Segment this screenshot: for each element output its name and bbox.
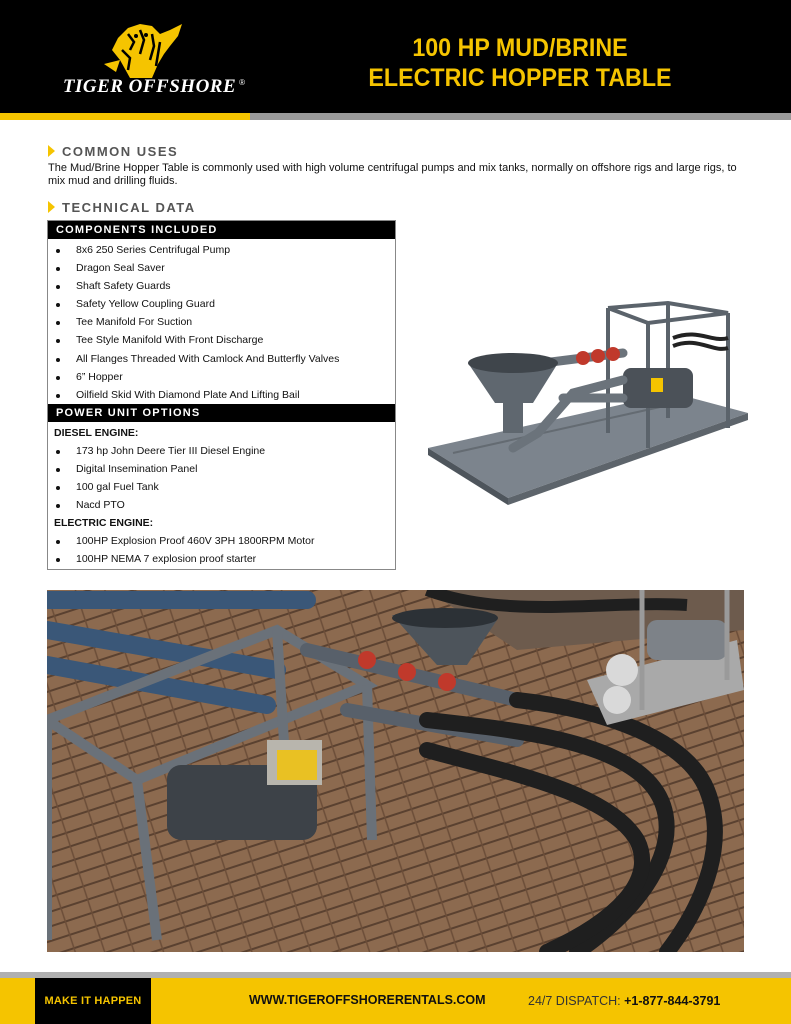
list-item: Nacd PTO xyxy=(48,496,395,514)
header-stripe-gray xyxy=(250,113,791,120)
tiger-offshore-logo[interactable] xyxy=(52,20,247,106)
tiger-logo-icon xyxy=(100,20,190,82)
list-item: All Flanges Threaded With Camlock And Butterfly Valves xyxy=(48,350,395,368)
list-item: Shaft Safety Guards xyxy=(48,277,395,295)
common-uses-heading xyxy=(48,142,178,160)
list-item: 100 gal Fuel Tank xyxy=(48,478,395,496)
list-item: Digital Insemination Panel xyxy=(48,460,395,478)
list-item: Tee Style Manifold With Front Discharge xyxy=(48,331,395,349)
site-photo-illustration xyxy=(47,590,744,952)
dispatch-phone-link[interactable]: +1-877-844-3791 xyxy=(624,994,721,1008)
site-photo xyxy=(47,590,744,952)
hopper-table-illustration xyxy=(423,298,753,508)
logo-registered-mark: ® xyxy=(239,78,245,87)
header-stripe-yellow xyxy=(0,113,250,120)
diesel-list xyxy=(48,442,395,514)
chevron-right-icon xyxy=(48,145,55,157)
list-item: 100HP Explosion Proof 460V 3PH 1800RPM Motor xyxy=(48,532,395,550)
title-line-2: ELECTRIC HOPPER TABLE xyxy=(368,64,672,92)
list-item: Safety Yellow Coupling Guard xyxy=(48,295,395,313)
list-item: 100HP NEMA 7 explosion proof starter xyxy=(48,550,395,568)
technical-data-table xyxy=(47,220,396,570)
list-item: 6” Hopper xyxy=(48,368,395,386)
footer-tagline: MAKE IT HAPPEN xyxy=(44,995,142,1007)
diesel-engine-label: DIESEL ENGINE: xyxy=(54,427,139,439)
dispatch-label: 24/7 DISPATCH: xyxy=(528,994,621,1008)
footer-website-link[interactable]: WWW.TIGEROFFSHORERENTALS.COM xyxy=(249,993,486,1007)
components-heading: COMPONENTS INCLUDED xyxy=(48,221,395,239)
electric-engine-label: ELECTRIC ENGINE: xyxy=(54,517,154,529)
logo-text: TIGER OFFSHORE xyxy=(62,76,237,97)
list-item: 8x6 250 Series Centrifugal Pump xyxy=(48,241,395,259)
common-uses-label: COMMON USES xyxy=(62,143,179,159)
page-title xyxy=(334,33,706,93)
technical-data-heading xyxy=(48,198,196,216)
technical-data-label: TECHNICAL DATA xyxy=(62,199,196,215)
list-item: 173 hp John Deere Tier III Diesel Engine xyxy=(48,442,395,460)
title-line-1: 100 HP MUD/BRINE xyxy=(412,34,628,62)
list-item: Dragon Seal Saver xyxy=(48,259,395,277)
common-uses-text: The Mud/Brine Hopper Table is commonly used with high volume centrifugal pumps and mix tanks, normally on offshore rigs and large rigs, to mix mud and drilling fluids. xyxy=(48,162,737,187)
components-list xyxy=(48,241,395,404)
chevron-right-icon xyxy=(48,201,55,213)
electric-list xyxy=(48,532,395,568)
power-unit-heading: POWER UNIT OPTIONS xyxy=(48,404,395,422)
list-item: Oilfield Skid With Diamond Plate And Lifting Bail xyxy=(48,386,395,404)
footer-dispatch xyxy=(528,994,720,1008)
list-item: Tee Manifold For Suction xyxy=(48,313,395,331)
